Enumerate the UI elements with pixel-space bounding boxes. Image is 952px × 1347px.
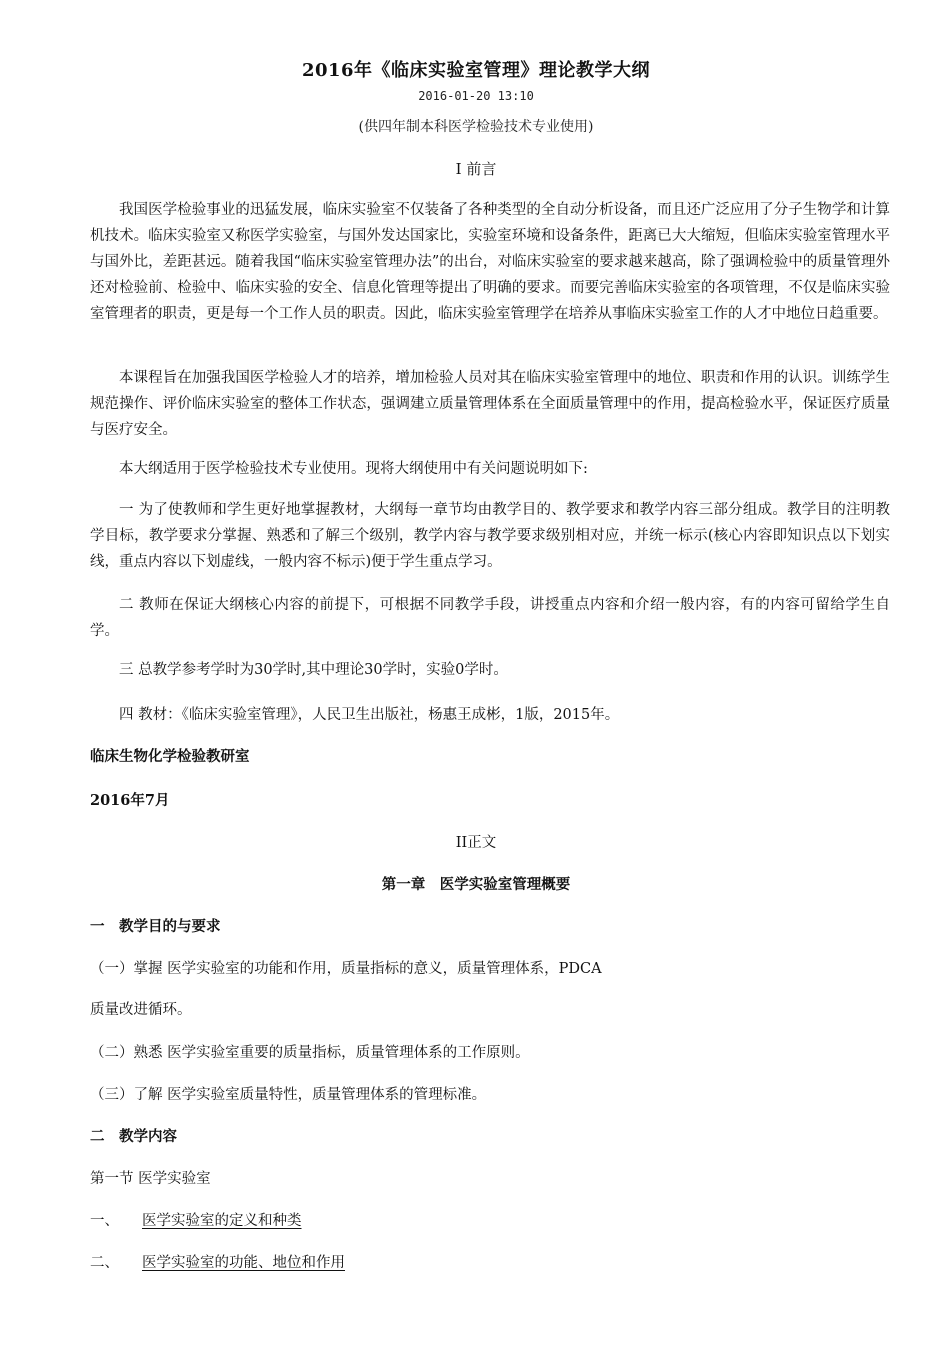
- preface-note-2: 二 教师在保证大纲核心内容的前提下，可根据不同教学手段，讲授重点内容和介绍一般内容，有的内容可留给学生自学。: [90, 597, 890, 639]
- department-date: 2016年7月: [90, 792, 170, 809]
- preface-note-4: 四 教材：《临床实验室管理》，人民卫生出版社，杨惠王成彬，1版，2015年。: [119, 707, 620, 723]
- document-title: 2016年《临床实验室管理》理论教学大纲: [301, 60, 651, 81]
- publish-date: 2016-01-20 13:10: [418, 89, 534, 103]
- list-item-text: 医学实验室的功能、地位和作用: [142, 1255, 345, 1271]
- preface-note-1: 一 为了使教师和学生更好地掌握教材，大纲每一章节均由教学目的、教学要求和教学内容三部分组成。教学目的注明教学目标，教学要求分掌握、熟悉和了解三个级别，教学内容与教学要求级别相对应，并统一标示(核心内容即知识点以下划实线，重点内容以下划虚线，一般内容不标示)便于学生重点学习。: [90, 502, 890, 570]
- list-item-number: 二、: [90, 1255, 119, 1271]
- list-item: [90, 1251, 345, 1272]
- content-heading: 二 教学内容: [90, 1128, 177, 1145]
- department-name: 临床生物化学检验教研室: [90, 748, 250, 765]
- goal-familiar: （二）熟悉 医学实验室重要的质量指标，质量管理体系的工作原则。: [90, 1045, 530, 1061]
- goal-understand: （三）了解 医学实验室质量特性，质量管理体系的管理标准。: [90, 1087, 487, 1103]
- goal-heading: 一 教学目的与要求: [90, 918, 221, 935]
- preface-paragraph-1: 我国医学检验事业的迅猛发展，临床实验室不仅装备了各种类型的全自动分析设备，而且还广泛应用了分子生物学和计算机技术。临床实验室又称医学实验室，与国外发达国家比，实验室环境和设备条件，距离已大大缩短，但临床实验室管理水平与国外比，差距甚远。随着我国“临床实验室管理办法”的出台，对临床实验室的要求越来越高，除了强调检验中的质量管理外还对检验前、检验中、临床实验的安全、信息化管理等提出了明确的要求。而要完善临床实验室的各项管理，不仅是临床实验室管理者的职责，更是每一个工作人员的职责。因此，临床实验室管理学在培养从事临床实验室工作的人才中地位日趋重要。: [90, 202, 890, 322]
- list-item: [90, 1209, 302, 1230]
- preface-note-3: 三 总教学参考学时为30学时,其中理论30学时，实验0学时。: [119, 662, 508, 678]
- preface-paragraph-2: 本课程旨在加强我国医学检验人才的培养，增加检验人员对其在临床实验室管理中的地位、职责和作用的认识。训练学生规范操作、评价临床实验室的整体工作状态，强调建立质量管理体系在全面质量管理中的作用，提高检验水平，保证医疗质量与医疗安全。: [90, 370, 890, 438]
- goal-master-cont: 质量改进循环。: [90, 1002, 192, 1018]
- section-heading-main: II正文: [455, 835, 497, 851]
- list-item-number: 一、: [90, 1213, 119, 1229]
- preface-paragraph-3: 本大纲适用于医学检验技术专业使用。现将大纲使用中有关问题说明如下:: [119, 461, 588, 477]
- section-1-title: 第一节 医学实验室: [90, 1171, 211, 1187]
- section-heading-preface: Ⅰ 前言: [455, 160, 497, 178]
- list-item-text: 医学实验室的定义和种类: [142, 1213, 302, 1229]
- document-subtitle: (供四年制本科医学检验技术专业使用): [358, 119, 594, 135]
- goal-master: （一）掌握 医学实验室的功能和作用，质量指标的意义，质量管理体系，PDCA: [90, 961, 602, 977]
- chapter-heading: 第一章 医学实验室管理概要: [381, 876, 571, 893]
